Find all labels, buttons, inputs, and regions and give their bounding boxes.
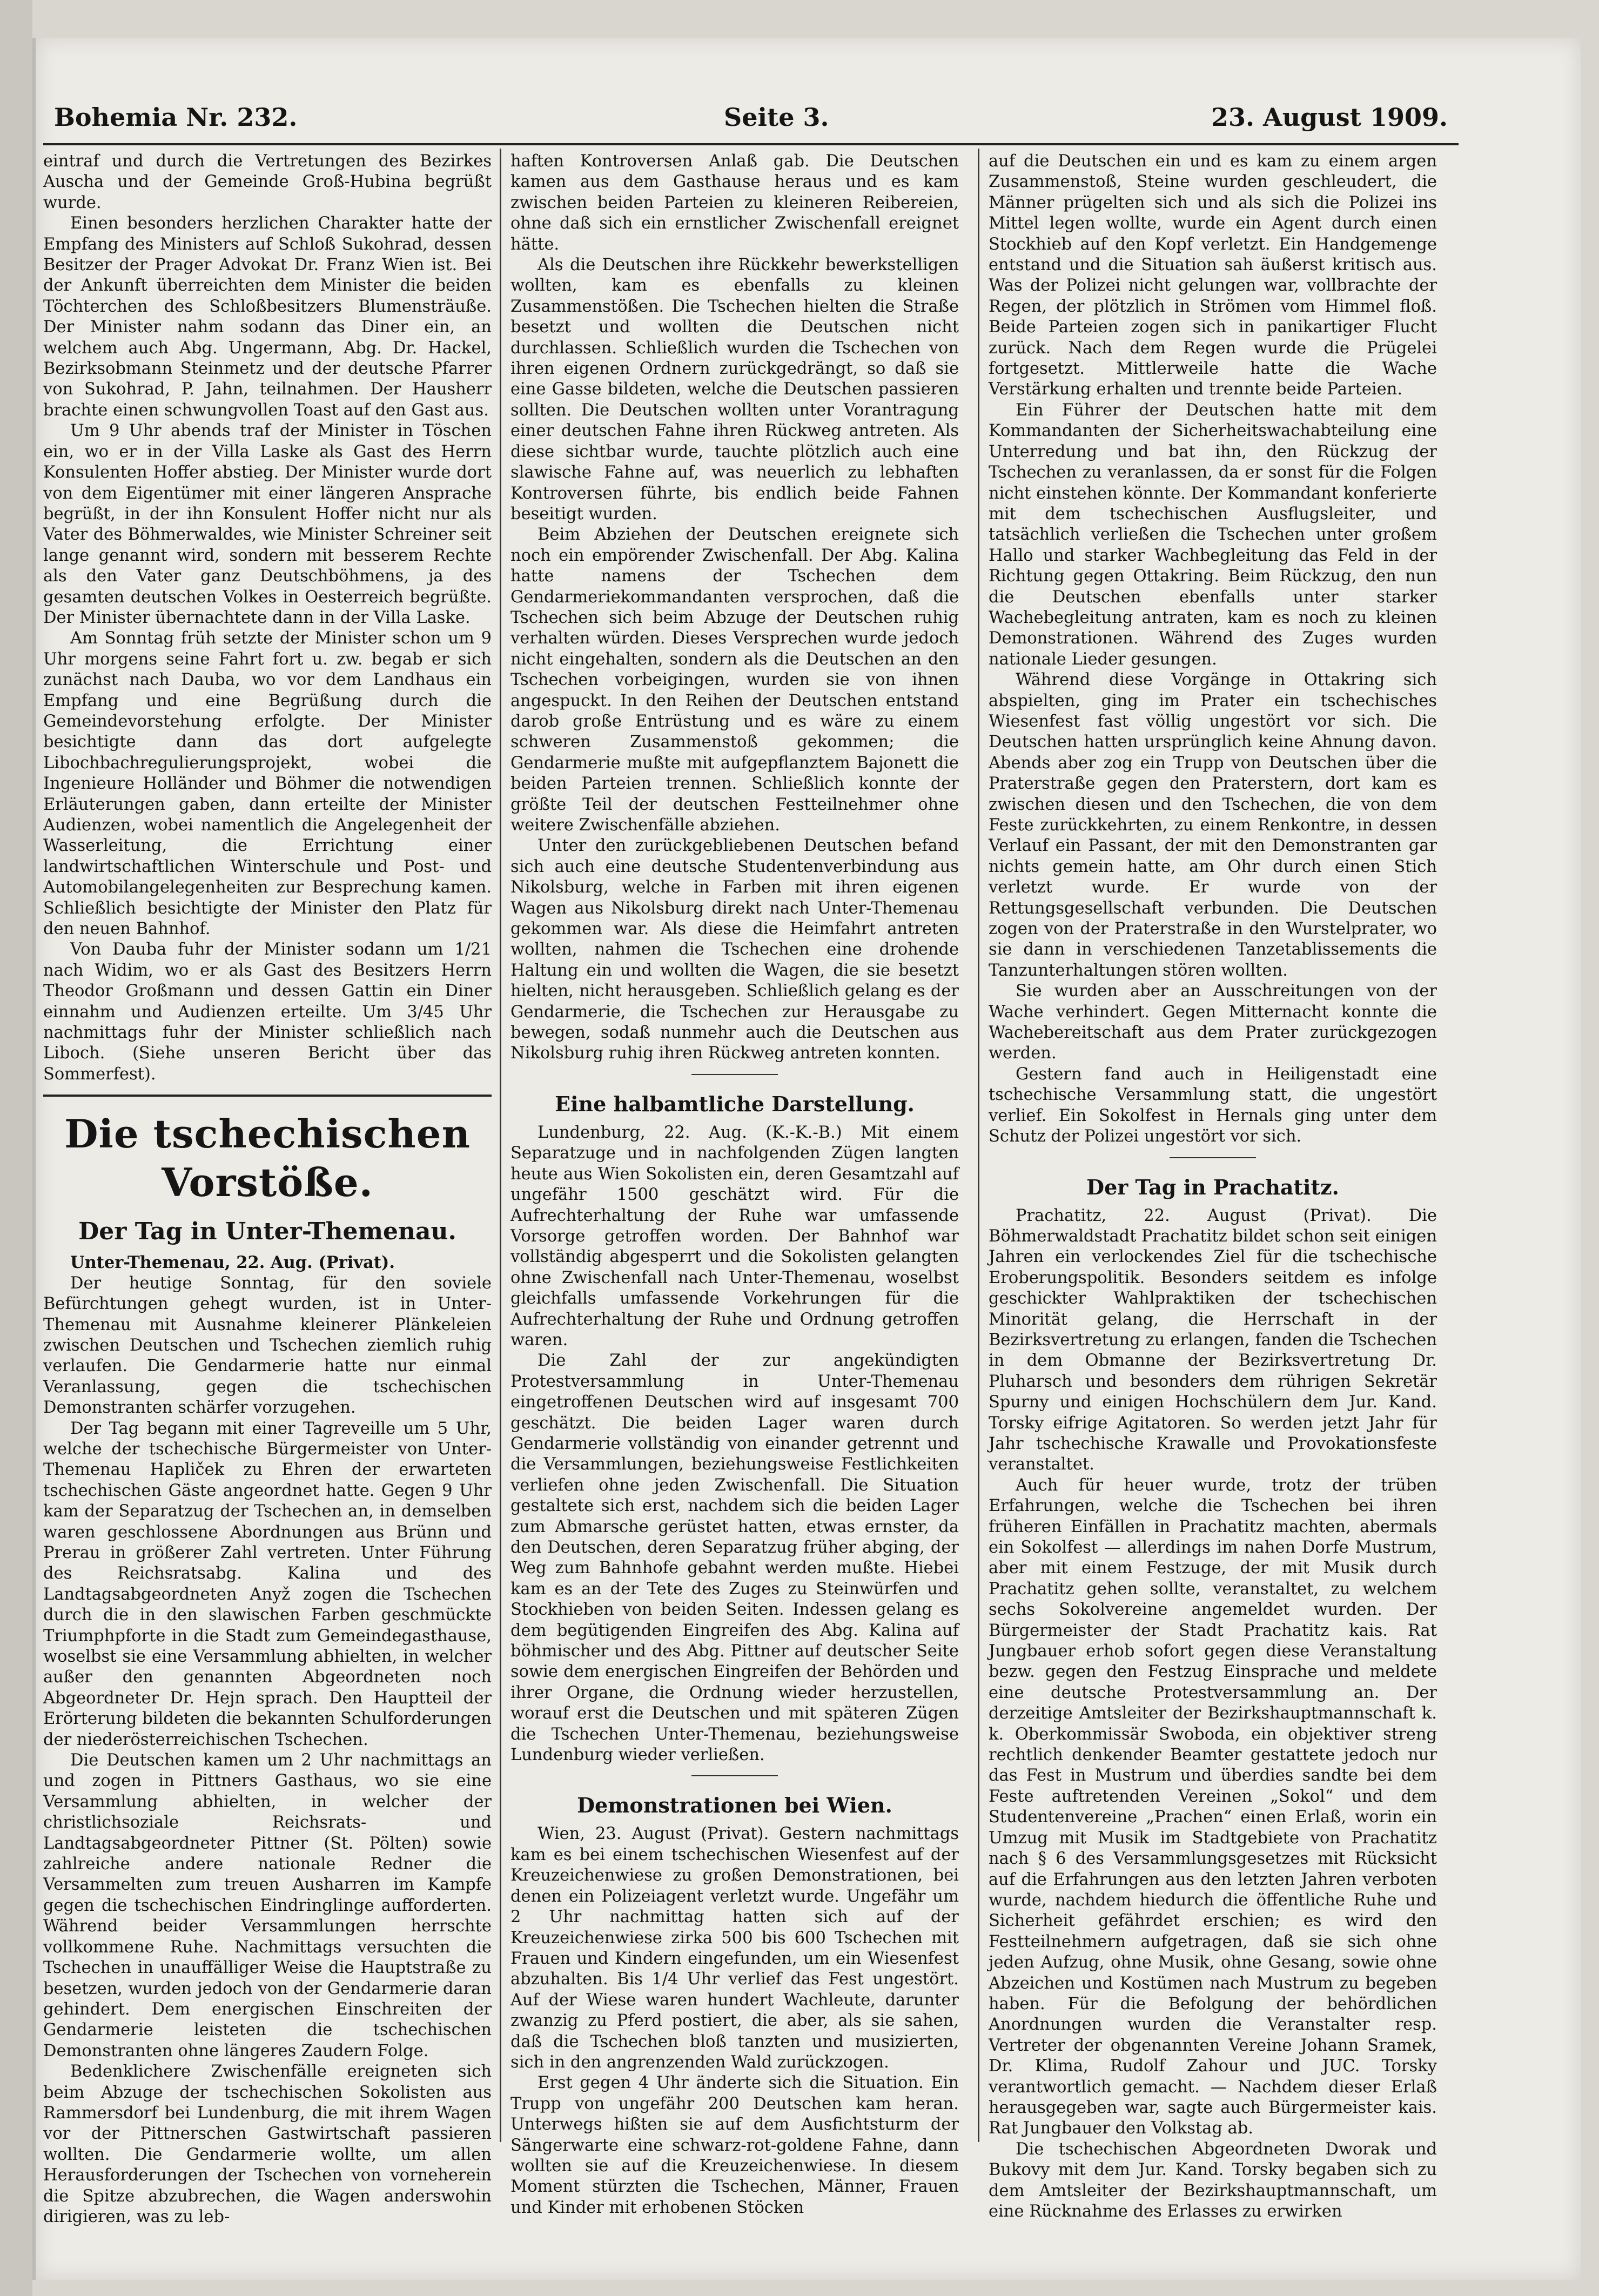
separator-rule — [691, 1775, 778, 1776]
paragraph: auf die Deutschen ein und es kam zu einem argen Zusammenstoß, Steine wurden geschleudert, die Männer prügelten sich und als sich die Polizei ins Mittel legen wollte, wurde ein Agent durch einen Stockhieb auf den Kopf verletzt. Ein Handgemenge entstand und die Situation sah äußerst kritisch aus. Was der Polizei nicht gelungen war, vollbrachte der Regen, der plötzlich in Strömen vom Himmel floß. Beide Parteien zogen sich in panikartiger Flucht zurück. Nach dem Regen wurde die Prügelei fortgesetzt. Mittlerweile hatte die Wache Verstärkung erhalten und trennte beide Parteien. — [989, 152, 1437, 399]
separator-rule — [691, 1074, 778, 1075]
article-headline: Die tschechischen Vorstöße. — [64, 1111, 471, 1206]
column-1 — [43, 151, 492, 2226]
column-2 — [510, 151, 959, 2217]
paragraph: Bedenklichere Zwischenfälle ereigneten sich beim Abzuge der tschechischen Sokolisten aus Rammersdorf bei Lundenburg, die mit ihrem Wagen vor der Pittnerschen Gastwirtschaft passieren wollten. Die Gendarmerie wollte, um allen Herausforderungen der Tschechen von vorneherein die Spitze abzubrechen, die Wagen anderswohin dirigieren, was zu leb- — [43, 2062, 492, 2226]
article-subhead: Demonstrationen bei Wien. — [577, 1793, 892, 1818]
paragraph: Erst gegen 4 Uhr änderte sich die Situation. Ein Trupp von ungefähr 200 Deutschen kam heran. Unterwegs hißten sie auf dem Ausfichtsturm der Sängerwarte eine schwarz-rot-goldene Fahne, dann wollten sie auf die Kreuzeichenwiese. In diesem Moment stürzten die Tschechen, Männer, Frauen und Kinder mit erhobenen Stöcken — [510, 2073, 959, 2217]
paragraph: Lundenburg, 22. Aug. (K.-K.-B.) Mit einem Separatzuge und in nachfolgenden Zügen langten heute aus Wien Sokolisten ein, deren Gesamtzahl auf ungefähr 1500 geschätzt wird. Für die Aufrechterhaltung der Ruhe war umfassende Vorsorge getroffen worden. Der Bahnhof war vollständig abgesperrt und die Sokolisten gelangten ohne Zwischenfall nach Unter-Themenau, woselbst gleichfalls umfassende Vorkehrungen für die Aufrechterhaltung der Ruhe und Ordnung getroffen waren. — [510, 1123, 959, 1350]
paragraph: Sie wurden aber an Ausschreitungen von der Wache verhindert. Gegen Mitternacht konnte die Wachebereitschaft aus dem Prater zurückgezogen werden. — [989, 982, 1437, 1063]
paragraph: Gestern fand auch in Heiligenstadt eine tschechische Versammlung statt, die ungestört verlief. Ein Sokolfest in Hernals ging unter dem Schutz der Polizei ungestört vor sich. — [989, 1064, 1437, 1146]
section-rule — [43, 1095, 492, 1097]
article-subhead: Der Tag in Unter-Themenau. — [78, 1218, 456, 1246]
page-number: Seite 3. — [724, 103, 829, 132]
paragraph: Die Zahl der zur angekündigten Protestversammlung in Unter-Themenau eingetroffenen Deutschen wird auf insgesamt 700 geschätzt. Die beiden Lager waren durch Gendarmerie vollständig von einander getrennt und die Versammlungen, beziehungsweise Festlichkeiten verliefen ohne jeden Zwischenfall. Die Situation gestaltete sich erst, nachdem sich die beiden Lager zum Abmarsche gerüstet hatten, etwas ernster, da den Deutschen, deren Separatzug früher abging, der Weg zum Bahnhofe gebahnt werden mußte. Hiebei kam es an der Tete des Zuges zu Steinwürfen und Stockhieben von beiden Seiten. Indessen gelang es dem begütigenden Eingreifen des Abg. Kalina auf böhmischer und des Abg. Pittner auf deutscher Seite sowie dem energischen Eingreifen der Behörden und ihrer Organe, die Ordnung wieder herzustellen, worauf erst die Deutschen und mit späteren Zügen die Tschechen Unter-Themenau, beziehungsweise Lundenburg wieder verließen. — [510, 1351, 959, 1765]
paragraph: Am Sonntag früh setzte der Minister schon um 9 Uhr morgens seine Fahrt fort u. zw. begab er sich zunächst nach Dauba, wo vor dem Landhaus ein Empfang und eine Begrüßung durch die Gemeindevorstehung erfolgte. Der Minister besichtigte dann das dort aufgelegte Libochbachregulierungsprojekt, wobei die Ingenieure Holländer und Böhmer die notwendigen Erläuterungen gaben, dann erteilte der Minister Audienzen, wobei namentlich die Angelegenheit der Wasserleitung, die Errichtung einer landwirtschaftlichen Winterschule und Post- und Automobilangelegenheiten zur Besprechung kamen. Schließlich besichtigte der Minister den Platz für den neuen Bahnhof. — [43, 629, 492, 939]
paragraph: Ein Führer der Deutschen hatte mit dem Kommandanten der Sicherheitswachabteilung eine Unterredung und bat ihn, den Rückzug der Tschechen zu veranlassen, da er sonst für die Folgen nicht einstehen könnte. Der Kommandant konferierte mit dem tschechischen Ausflugsleiter, und tatsächlich verließen die Tschechen unter großem Hallo und starker Wachbegleitung das Feld in der Richtung gegen Ottakring. Beim Rückzug, den nun die Deutschen ebenfalls unter starker Wachebegleitung antraten, kam es noch zu kleinen Demonstrationen. Während des Zuges wurden nationale Lieder gesungen. — [989, 400, 1437, 669]
issue-date: 23. August 1909. — [1211, 103, 1448, 132]
paragraph: Der heutige Sonntag, für den soviele Befürchtungen gehegt wurden, ist in Unter-Themenau mit Ausnahme kleinerer Plänkeleien zwischen Deutschen und Tschechen ziemlich ruhig verlaufen. Die Gendarmerie hatte nur einmal Veranlassung, gegen die tschechischen Demonstranten schärfer vorzugehen. — [43, 1273, 492, 1418]
article-subhead: Der Tag in Prachatitz. — [1086, 1174, 1339, 1199]
separator-rule — [1170, 1157, 1256, 1158]
paragraph: Der Tag begann mit einer Tagreveille um 5 Uhr, welche der tschechische Bürgermeister von Unter-Themenau Hapliček zu Ehren der erwarteten tschechischen Gäste angeordnet hatte. Gegen 9 Uhr kam der Separatzug der Tschechen an, in demselben waren geschlossene Abordnungen aus Brünn und Prerau in größerer Zahl vertreten. Unter Führung des Reichsratsabg. Kalina und des Landtagsabgeordneten Anyž zogen die Tschechen durch die in den slawischen Farben geschmückte Triumphpforte in die Stadt zum Gemeindegasthause, woselbst sie eine Versammlung abhielten, in welcher außer den genannten Abgeordneten noch Abgeordneter Dr. Hejn sprach. Den Hauptteil der Erörterung bildeten die bekannten Schulforderungen der niederösterreichischen Tschechen. — [43, 1419, 492, 1749]
page-header — [54, 103, 1448, 140]
paragraph: haften Kontroversen Anlaß gab. Die Deutschen kamen aus dem Gasthause heraus und es kam zwischen beiden Parteien zu kleineren Reibereien, ohne daß sich ein ernstlicher Zwischenfall ereignet hätte. — [510, 152, 959, 254]
paragraph: eintraf und durch die Vertretungen des Bezirkes Auscha und der Gemeinde Groß-Hubina begrüßt wurde. — [43, 152, 492, 212]
column-divider — [500, 149, 501, 2142]
header-rule — [43, 143, 1459, 145]
paragraph: Wien, 23. August (Privat). Gestern nachmittags kam es bei einem tschechischen Wiesenfest auf der Kreuzeichenwiese zu großen Demonstrationen, bei denen ein Polizeiagent verletzt wurde. Ungefähr um 2 Uhr nachmittag hatten sich auf der Kreuzeichenwiese zirka 500 bis 600 Tschechen mit Frauen und Kindern eingefunden, um ein Wiesenfest abzuhalten. Bis 1/4 Uhr verlief das Fest ungestört. Auf der Wiese waren hundert Wachleute, darunter zwanzig zu Pferd postiert, die aber, als sie sahen, daß die Tschechen bloß tanzten und musizierten, sich in den angrenzenden Wald zurückzogen. — [510, 1824, 959, 2072]
column-divider — [978, 149, 979, 2142]
paragraph: Während diese Vorgänge in Ottakring sich abspielten, ging im Prater ein tschechisches Wiesenfest fast völlig ungestört vor sich. Die Deutschen hatten ursprünglich keine Ahnung davon. Abends aber zog ein Trupp von Deutschen über die Praterstraße gegen den Praterstern, dort kam es zwischen diesen und den Tschechen, die von dem Feste zurückkehrten, zu einem Renkontre, in dessen Verlauf ein Passant, der mit den Demonstranten gar nichts gemein hatte, am Ohr durch einen Stich verletzt wurde. Er wurde von der Rettungsgesellschaft verbunden. Die Deutschen zogen von der Praterstraße in den Wurstelprater, wo sie dann in verschiedenen Tanzetablissements die Tanzunterhaltungen stören wollten. — [989, 670, 1437, 980]
dateline: Unter-Themenau, 22. Aug. (Privat). — [70, 1253, 395, 1273]
paragraph: Von Dauba fuhr der Minister sodann um 1/21 nach Widim, wo er als Gast des Besitzers Herrn Theodor Großmann und dessen Gattin ein Diner einnahm und Audienzen erteilte. Um 3/45 Uhr nachmittags fuhr der Minister schließlich nach Liboch. (Siehe unseren Bericht über das Sommerfest). — [43, 940, 492, 1084]
paper-issue: Bohemia Nr. 232. — [54, 103, 298, 132]
paragraph: Um 9 Uhr abends traf der Minister in Töschen ein, wo er in der Villa Laske als Gast des Herrn Konsulenten Hoffer abstieg. Der Minister wurde dort von dem Eigentümer mit einer längeren Ansprache begrüßt, in der ihn Konsulent Hoffer nicht nur als Vater des Böhmerwaldes, wie Minister Schreiner seit lange genannt wird, sondern mit besserem Rechte als den Vater ganz Deutschböhmens, ja des gesamten deutschen Volkes in Oesterreich begrüßte. Der Minister übernachtete dann in der Villa Laske. — [43, 421, 492, 627]
paragraph: Prachatitz, 22. August (Privat). Die Böhmerwaldstadt Prachatitz bildet schon seit einigen Jahren ein verlockendes Ziel für die tschechische Eroberungspolitik. Besonders seitdem es infolge geschickter Wahlpraktiken der tschechischen Minorität gelang, die Herrschaft in der Bezirksvertretung zu erlangen, fanden die Tschechen in dem Obmanne der Bezirksvertretung Dr. Pluharsch und besonders dem rührigen Sekretär Spurny und einigen Hochschülern dem Jur. Kand. Torsky eifrige Agitatoren. So werden jetzt Jahr für Jahr tschechische Krawalle und Provokationsfeste veranstaltet. — [989, 1206, 1437, 1474]
paragraph: Die tschechischen Abgeordneten Dworak und Bukovy mit dem Jur. Kand. Torsky begaben sich zu dem Amtsleiter der Bezirkshauptmannschaft, um eine Rücknahme des Erlasses zu erwirken — [989, 2139, 1437, 2221]
paragraph: Als die Deutschen ihre Rückkehr bewerkstelligen wollten, kam es ebenfalls zu kleinen Zusammenstößen. Die Tschechen hielten die Straße besetzt und wollten die Deutschen nicht durchlassen. Schließlich wurden die Tschechen von ihren eigenen Ordnern zurückgedrängt, so daß sie eine Gasse bildeten, welche die Deutschen passieren sollten. Die Deutschen wollten unter Vorantragung einer deutschen Fahne ihren Rückweg antreten. Als diese sichtbar wurde, tauchte plötzlich auch eine slawische Fahne auf, was neuerlich zu lebhaften Kontroversen führte, bis endlich beide Fahnen beseitigt wurden. — [510, 256, 959, 523]
paragraph: Beim Abziehen der Deutschen ereignete sich noch ein empörender Zwischenfall. Der Abg. Kalina hatte namens der Tschechen dem Gendarmeriekommandanten versprochen, daß die Tschechen sich beim Abzuge der Deutschen ruhig verhalten würden. Dieses Versprechen wurde jedoch nicht eingehalten, sondern als die Deutschen an den Tschechen vorbeigingen, wurden sie von ihnen angespuckt. In den Reihen der Deutschen entstand darob große Entrüstung und es wäre zu einem schweren Zusammenstoß gekommen; die Gendarmerie mußte mit aufgepflanztem Bajonett die beiden Parteien trennen. Schließlich konnte der größte Teil der deutschen Festteilnehmer ohne weitere Zwischenfälle abziehen. — [510, 525, 959, 835]
column-3 — [989, 151, 1437, 2221]
paragraph: Auch für heuer wurde, trotz der trüben Erfahrungen, welche die Tschechen bei ihren früheren Einfällen in Prachatitz machten, abermals ein Sokolfest — allerdings im nahen Dorfe Mustrum, aber mit einem Festzuge, der mit Musik durch Prachatitz gehen sollte, veranstaltet, zu welchem sechs Sokolvereine angemeldet wurden. Der Bürgermeister der Stadt Prachatitz kais. Rat Jungbauer erhob sofort gegen diese Veranstaltung bezw. gegen den Festzug Einsprache und meldete eine deutsche Protestversammlung an. Der derzeitige Amtsleiter der Bezirkshauptmannschaft k. k. Oberkommissär Swoboda, ein objektiver streng rechtlich denkender Beamter gestattete jedoch nur das Fest in Mustrum und überdies sandte bei dem Feste auftretenden Vereinen „Sokol“ und dem Studentenvereine „Prachen“ einen Erlaß, worin ein Umzug mit Musik im Stadtgebiete von Prachatitz nach § 6 des Versammlungsgesetzes mit Rücksicht auf die Erfahrungen aus den letzten Jahren verboten wurde, nachdem hiedurch die öffentliche Ruhe und Sicherheit gefährdet erschien; es wird den Festteilnehmern aufgetragen, daß sie sich ohne jeden Aufzug, ohne Musik, ohne Gesang, sowie ohne Abzeichen und Kostümen nach Mustrum zu begeben haben. Für die Befolgung der behördlichen Anordnungen wurden die Veranstalter resp. Vertreter der obgenannten Vereine Johann Sramek, Dr. Klima, Rudolf Zahour und JUC. Torsky verantwortlich gemacht. — Nachdem dieser Erlaß herausgegeben war, sagte auch Bürgermeister kais. Rat Jungbauer den Volkstag ab. — [989, 1475, 1437, 2138]
page-edge — [0, 0, 32, 2296]
article-subhead: Eine halbamtliche Darstellung. — [555, 1091, 915, 1116]
paragraph: Einen besonders herzlichen Charakter hatte der Empfang des Ministers auf Schloß Sukohrad, dessen Besitzer der Prager Advokat Dr. Franz Wien ist. Bei der Ankunft überreichten dem Minister die beiden Töchterchen des Schloßbesitzers Blumensträuße. Der Minister nahm sodann das Diner ein, an welchem auch Abg. Ungermann, Abg. Dr. Hackel, Bezirksobmann Steinmetz und der deutsche Pfarrer von Sukohrad, P. Jahn, teilnahmen. Der Hausherr brachte einen schwungvollen Toast auf den Gast aus. — [43, 214, 492, 420]
paragraph: Die Deutschen kamen um 2 Uhr nachmittags an und zogen in Pittners Gasthaus, wo sie eine Versammlung abhielten, in welcher der christlichsoziale Reichsrats- und Landtagsabgeordneter Pittner (St. Pölten) sowie zahlreiche andere nationale Redner die Versammelten zum treuen Ausharren im Kampfe gegen die tschechischen Eindringlinge aufforderten. Während beider Versammlungen herrschte vollkommene Ruhe. Nachmittags versuchten die Tschechen in unauffälliger Weise die Hauptstraße zu besetzen, wurden jedoch von der Gendarmerie daran gehindert. Dem energischen Einschreiten der Gendarmerie leisteten die tschechischen Demonstranten ohne längeres Zaudern Folge. — [43, 1751, 492, 2060]
paragraph: Unter den zurückgebliebenen Deutschen befand sich auch eine deutsche Studentenverbindung aus Nikolsburg, welche in Farben mit ihren eigenen Wagen aus Nikolsburg direkt nach Unter-Themenau gekommen war. Als diese die Heimfahrt antreten wollten, nahmen die Tschechen eine drohende Haltung ein und wollten die Wagen, die sie besetzt hielten, nicht herausgeben. Schließlich gelang es der Gendarmerie, die Tschechen zur Herausgabe zu bewegen, sodaß nunmehr auch die Deutschen aus Nikolsburg ruhig ihren Rückweg antreten konnten. — [510, 836, 959, 1063]
